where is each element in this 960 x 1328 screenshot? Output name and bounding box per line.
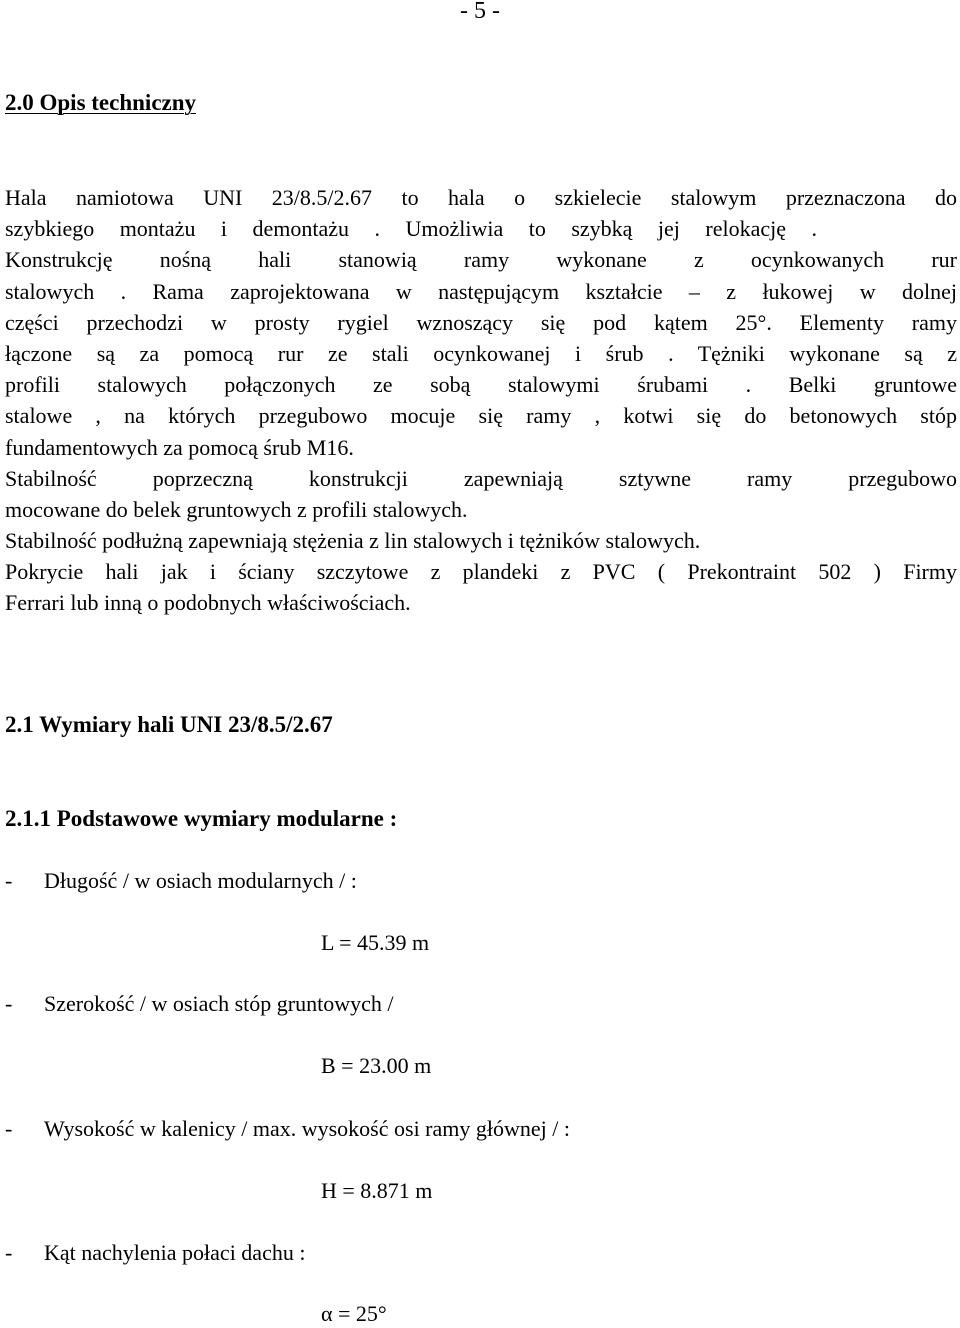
list-dash: - [5,868,13,893]
list-dash: - [5,1116,13,1141]
dimension-label: Długość / w osiach modularnych / : [44,868,357,893]
basic-dimensions-title: 2.1.1 Podstawowe wymiary modularne : [5,806,398,831]
text-line: części przechodzi w prosty rygiel wznoszący się pod kątem 25°. Elementy ramy [5,309,957,335]
dimension-label: Szerokość / w osiach stóp gruntowych / [44,991,394,1016]
text-line: Stabilność podłużną zapewniają stężenia z lin stalowych i tężników stalowych. [5,528,701,553]
section-title: 2.0 Opis techniczny [5,90,197,115]
description-paragraph-2 [5,463,957,525]
text-line: Stabilność poprzeczną konstrukcji zapewniają sztywne ramy przegubowo [5,466,957,491]
dimension-height-label [5,1116,570,1142]
text-line: Konstrukcję nośną hali stanowią ramy wykonane z ocynkowanych rur [5,247,957,273]
text-line: łączone są za pomocą rur ze stali ocynkowanej i śrub . Tężniki wykonane są z [5,340,957,366]
description-paragraph-3 [5,525,957,556]
text-line: mocowane do belek gruntowych z profili stalowych. [5,497,468,523]
dimension-width-label [5,991,394,1017]
text-line: Ferrari lub inną o podobnych właściwościach. [5,590,411,616]
text-line: szybkiego montażu i demontażu . Umożliwia to szybką jej relokację . [5,216,817,242]
dimension-length-label [5,868,357,894]
dimension-angle-label [5,1240,305,1266]
text-line: stalowych . Rama zaprojektowana w następującym kształcie – z łukowej w dolnej [5,278,957,304]
dimension-length-value: L = 45.39 m [321,930,430,955]
dimension-label: Wysokość w kalenicy / max. wysokość osi ramy głównej / : [44,1116,570,1141]
dimension-angle-value: α = 25° [321,1301,387,1326]
text-line: fundamentowych za pomocą śrub M16. [5,434,354,460]
list-dash: - [5,1240,13,1265]
list-dash: - [5,991,13,1016]
text-line: profili stalowych połączonych ze sobą stalowymi śrubami . Belki gruntowe [5,372,957,398]
description-paragraph-1 [5,182,957,463]
dimensions-title: 2.1 Wymiary hali UNI 23/8.5/2.67 [5,712,333,737]
dimension-height-value: H = 8.871 m [321,1178,433,1203]
page-number: - 5 - [460,0,500,24]
dimension-label: Kąt nachylenia połaci dachu : [44,1240,306,1265]
dimension-width-value: B = 23.00 m [321,1053,432,1078]
text-line: Pokrycie hali jak i ściany szczytowe z plandeki z PVC ( Prekontraint 502 ) Firmy [5,559,957,584]
description-paragraph-4 [5,556,957,618]
text-line: Hala namiotowa UNI 23/8.5/2.67 to hala o szkielecie stalowym przeznaczona do [5,185,957,210]
text-line: stalowe , na których przegubowo mocuje się ramy , kotwi się do betonowych stóp [5,403,957,429]
